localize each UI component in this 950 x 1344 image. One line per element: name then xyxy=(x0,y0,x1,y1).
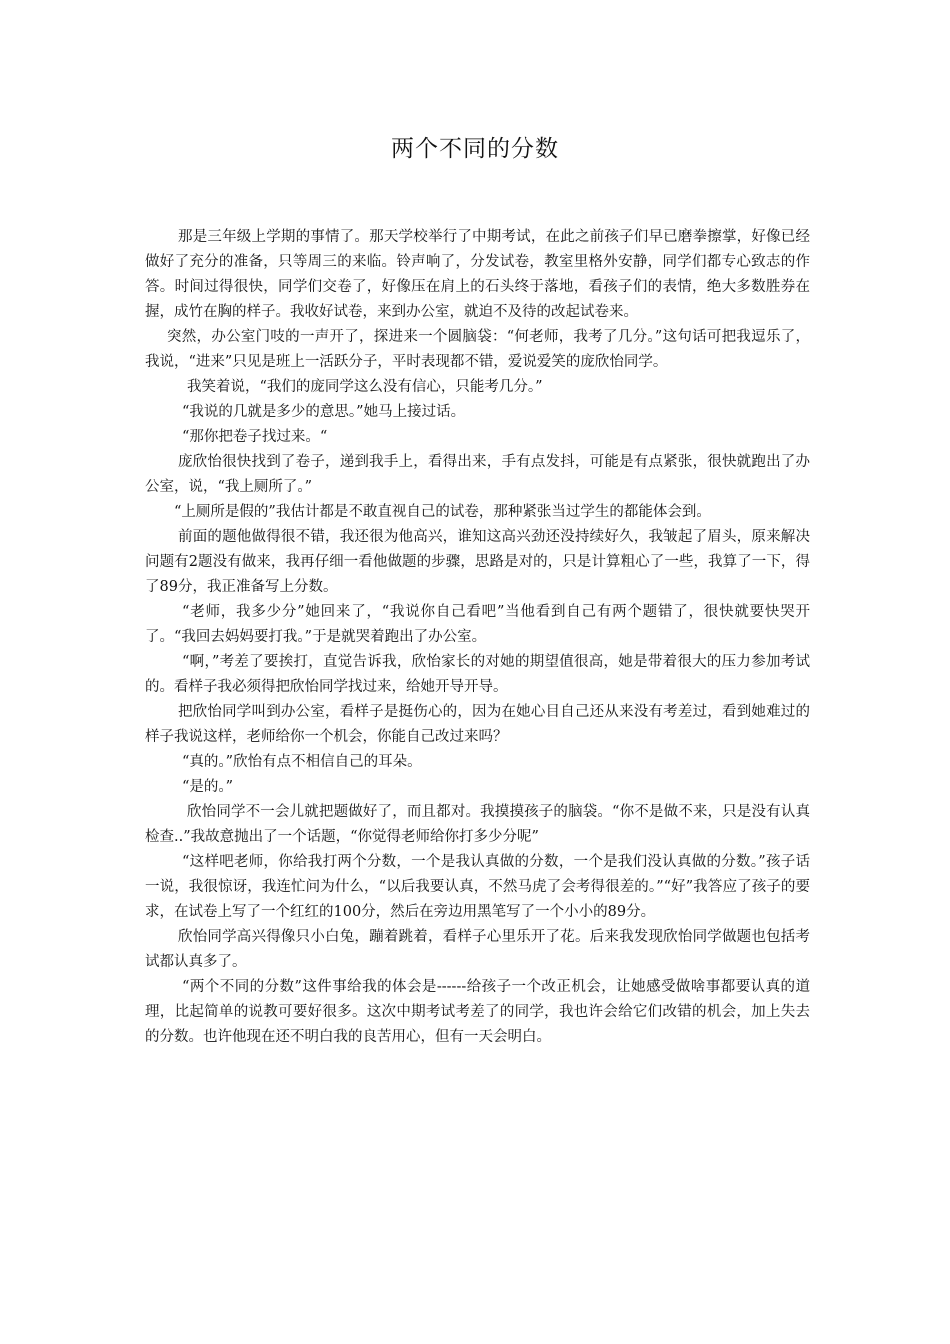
paragraph: “这样吧老师，你给我打两个分数，一个是我认真做的分数，一个是我们没认真做的分数。”孩子话一说，我很惊讶，我连忙问为什么，“以后我要认真，不然马虎了会考得很差的。”“好”我答应了孩子的要求，在试卷上写了一个红红的100分，然后在旁边用黑笔写了一个小小的89分。 xyxy=(145,854,810,920)
paragraph: 我笑着说，“我们的庞同学这么没有信心，只能考几分。” xyxy=(187,379,543,395)
paragraph: 那是三年级上学期的事情了。那天学校举行了中期考试，在此之前孩子们早已磨拳擦掌，好像已经做好了充分的准备，只等周三的来临。铃声响了，分发试卷，教室里格外安静，同学们都专心致志的作答。时间过得很快，同学们交卷了，好像压在肩上的石头终于落地，看孩子们的表情，绝大多数胜券在握，成竹在胸的样子。我收好试卷，来到办公室，就迫不及待的改起试卷来。 xyxy=(145,229,810,320)
paragraph: “真的。”欣怡有点不相信自己的耳朵。 xyxy=(182,754,422,770)
paragraph: 前面的题他做得很不错，我还很为他高兴，谁知这高兴劲还没持续好久，我皱起了眉头，原来解决问题有2题没有做来，我再仔细一看他做题的步骤，思路是对的，只是计算粗心了一些，我算了一下，得了89分，我正准备写上分数。 xyxy=(145,529,810,595)
paragraph: “老师，我多少分”她回来了，“我说你自己看吧”当他看到自己有两个题错了，很快就要快哭开了。“我回去妈妈要打我。”于是就哭着跑出了办公室。 xyxy=(145,604,810,645)
paragraph: 庞欣怡很快找到了卷子，递到我手上，看得出来，手有点发抖，可能是有点紧张，很快就跑出了办公室，说，“我上厕所了。” xyxy=(145,454,810,495)
page-title: 两个不同的分数 xyxy=(391,136,559,162)
paragraph: 欣怡同学高兴得像只小白兔，蹦着跳着，看样子心里乐开了花。后来我发现欣怡同学做题也包括考试都认真多了。 xyxy=(145,929,810,970)
paragraph: 欣怡同学不一会儿就把题做好了，而且都对。我摸摸孩子的脑袋。“你不是做不来，只是没有认真检查..”我故意抛出了一个话题，“你觉得老师给你打多少分呢” xyxy=(145,804,810,845)
document-body xyxy=(145,225,810,1050)
paragraph: “啊，”考差了要挨打，直觉告诉我，欣怡家长的对她的期望值很高，她是带着很大的压力参加考试的。看样子我必须得把欣怡同学找过来，给她开导开导。 xyxy=(145,654,810,695)
paragraph: “是的。” xyxy=(182,779,234,795)
paragraph: “两个不同的分数”这件事给我的体会是------给孩子一个改正机会，让她感受做啥事都要认真的道理，比起简单的说教可要好很多。这次中期考试考差了的同学，我也许会给它们改错的机会，加上失去的分数。也许他现在还不明白我的良苦用心，但有一天会明白。 xyxy=(145,979,810,1045)
paragraph: 突然，办公室门吱的一声开了，探进来一个圆脑袋：“何老师，我考了几分。”这句话可把我逗乐了，我说，“进来”只见是班上一活跃分子，平时表现都不错，爱说爱笑的庞欣怡同学。 xyxy=(145,329,810,370)
paragraph: “那你把卷子找过来。“ xyxy=(182,429,328,445)
paragraph: 把欣怡同学叫到办公室，看样子是挺伤心的，因为在她心目自己还从来没有考差过，看到她难过的样子我说这样，老师给你一个机会，你能自己改过来吗？ xyxy=(145,704,810,745)
paragraph: “上厕所是假的”我估计都是不敢直视自己的试卷，那种紧张当过学生的都能体会到。 xyxy=(174,504,711,520)
paragraph: “我说的几就是多少的意思。”她马上接过话。 xyxy=(182,404,466,420)
